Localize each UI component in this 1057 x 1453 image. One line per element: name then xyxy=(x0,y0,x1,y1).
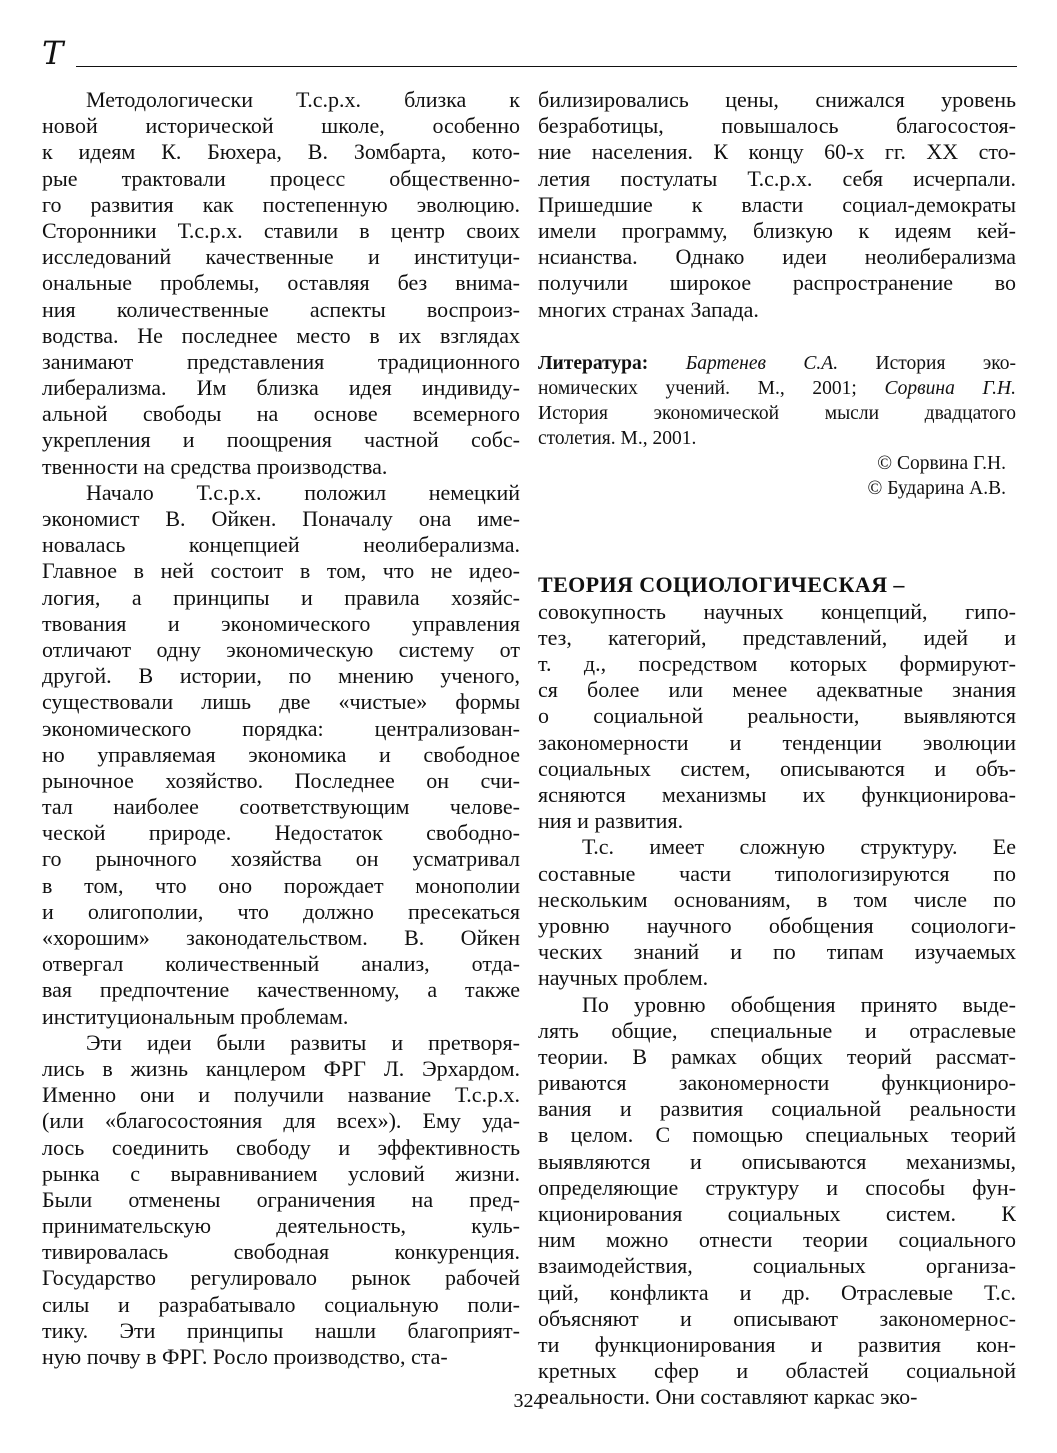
article-body xyxy=(538,599,1016,1411)
text-line: ния и развития. xyxy=(538,808,684,834)
text-line: другой. В истории, по мнению ученого, xyxy=(42,663,520,689)
text-line: вания и развития социальной реальности xyxy=(538,1096,1016,1122)
text-line: По уровню обобщения принято выде- xyxy=(582,991,1016,1017)
text-line: в целом. С помощью специальных теорий xyxy=(538,1122,1016,1148)
text-line: Главное в ней состоит в том, что не идео- xyxy=(42,558,520,584)
text-line: взаимодействия, социальных организа- xyxy=(538,1253,1016,1279)
text-line: тивировалась свободная конкуренция. xyxy=(42,1239,520,1265)
text-line: реальности. Они составляют каркас эко- xyxy=(538,1384,918,1410)
paragraph xyxy=(538,834,1016,991)
text-line: твования и экономического управления xyxy=(42,610,520,636)
text-line: Эти идеи были развиты и претворя- xyxy=(86,1029,520,1055)
text-line: институциональным проблемам. xyxy=(42,1003,349,1029)
text-line: лось соединить свободу и эффективность xyxy=(42,1134,520,1160)
left-column xyxy=(42,87,520,1370)
text-line: занимают представления традиционного xyxy=(42,348,520,374)
text-line: Были отменены ограничения на пред- xyxy=(42,1186,520,1212)
text-line: исследований качественные и институци- xyxy=(42,244,520,270)
text-line: силы и разрабатывало социальную поли- xyxy=(42,1291,520,1317)
text-line: нсианства. Однако идеи неолиберализма xyxy=(538,244,1016,270)
text-line: экономист В. Ойкен. Поначалу она име- xyxy=(42,506,520,531)
text-line: многих странах Запада. xyxy=(538,296,759,322)
running-header-letter: Т xyxy=(42,34,64,72)
text-line: тику. Эти принципы нашли благоприят- xyxy=(42,1317,520,1343)
text-line: новалась концепцией неолиберализма. xyxy=(42,532,520,558)
text-line: Государство регулировало рынок рабочей xyxy=(42,1265,520,1291)
literature-author: Сорвина Г.Н. xyxy=(884,377,1016,399)
text-line: ную почву в ФРГ. Росло производство, ста- xyxy=(42,1344,448,1369)
text-line: либерализма. Им близка идея индивиду- xyxy=(42,375,520,401)
literature-text: номических учений. М., 2001; xyxy=(538,377,885,399)
text-line: экономического порядка: централизован- xyxy=(42,715,520,741)
text-line: получили широкое распространение во xyxy=(538,270,1016,296)
text-line: Т.с. имеет сложную структуру. Ее xyxy=(582,834,1016,860)
text-line: «хорошим» законодательством. В. Ойкен xyxy=(42,925,520,950)
text-line: тал наиболее соответствующим челове- xyxy=(42,794,520,820)
text-line: новой исторической школе, особенно xyxy=(42,113,520,139)
literature-line xyxy=(538,351,1016,376)
text-line: нескольким основаниям, в том числе по xyxy=(538,886,1016,912)
literature-text: История эко- xyxy=(838,352,1016,374)
paragraph xyxy=(42,87,520,480)
text-line: составные части типологизируются по xyxy=(538,860,1016,886)
text-line: летия постулаты Т.с.р.х. себя исчерпали. xyxy=(538,165,1016,191)
paragraph xyxy=(42,1030,520,1370)
text-line: кретных сфер и областей социальной xyxy=(538,1358,1016,1384)
text-line: отличают одну экономическую систему от xyxy=(42,636,520,662)
text-line: ческих знаний и по типам изучаемых xyxy=(538,939,1016,965)
text-line: Начало Т.с.р.х. положил немецкий xyxy=(86,479,520,505)
text-line: к идеям К. Бюхера, В. Зомбарта, кото- xyxy=(42,139,520,165)
text-line: риваются закономерности функциониро- xyxy=(538,1070,1016,1096)
text-line: рынка с выравниванием условий жизни. xyxy=(42,1160,520,1186)
text-line: кционирования социальных систем. К xyxy=(538,1201,1016,1226)
text-line: альной свободы на основе всемерного xyxy=(42,401,520,427)
text-line: ним можно отнести теории социального xyxy=(538,1227,1016,1253)
text-line: лись в жизнь канцлером ФРГ Л. Эрхардом. xyxy=(42,1055,520,1081)
text-line: ся более или менее адекватные знания xyxy=(538,677,1016,703)
header-rule xyxy=(76,66,1017,67)
text-line: тез, категорий, представлений, идей и xyxy=(538,624,1016,650)
text-line: уровню научного обобщения социологи- xyxy=(538,912,1016,938)
text-line: (или «благосостояния для всех»). Ему уда- xyxy=(42,1108,520,1134)
paragraph xyxy=(538,992,1016,1411)
text-line: в том, что оно порождает монополии xyxy=(42,872,520,898)
text-line: укрепления и поощрения частной собс- xyxy=(42,427,520,453)
text-line: ональные проблемы, оставляя без внима- xyxy=(42,270,520,296)
text-line: логия, а принципы и правила хозяйс- xyxy=(42,584,520,610)
text-line: принимательскую деятельность, куль- xyxy=(42,1213,520,1239)
text-line: ций, конфликта и др. Отраслевые Т.с. xyxy=(538,1279,1016,1305)
paragraph xyxy=(538,599,1016,835)
text-line: водства. Не последнее место в их взглядах xyxy=(42,322,520,348)
literature-line xyxy=(538,376,1016,401)
text-line: но управляемая экономика и свободное xyxy=(42,741,520,767)
right-column xyxy=(538,87,1016,1411)
text-line: научных проблем. xyxy=(538,965,709,991)
text-line: Методологически Т.с.р.х. близка к xyxy=(86,87,520,112)
text-line: объясняют и описывают закономернос- xyxy=(538,1305,1016,1331)
text-line: теории. В рамках общих теорий рассмат- xyxy=(538,1043,1016,1069)
text-line: ние населения. К концу 60-х гг. XX сто- xyxy=(538,139,1016,165)
text-line: Именно они и получили название Т.с.р.х. xyxy=(42,1082,520,1108)
copyright-line: © Бударина А.В. xyxy=(867,477,1006,499)
text-line: и олигополии, что должно пресекаться xyxy=(42,898,520,924)
text-line: закономерности и тенденции эволюции xyxy=(538,729,1016,755)
text-line: имели программу, близкую к идеям кей- xyxy=(538,217,1016,243)
literature-block xyxy=(538,351,1016,451)
article-heading: ТЕОРИЯ СОЦИОЛОГИЧЕСКАЯ – xyxy=(538,571,905,597)
copyright-line: © Сорвина Г.Н. xyxy=(877,452,1006,474)
text-line: существовали лишь две «чистые» формы xyxy=(42,689,520,715)
text-line: ческой природе. Недостаток свободно- xyxy=(42,820,520,846)
copyright-block xyxy=(538,451,1016,501)
text-line: билизировались цены, снижался уровень xyxy=(538,87,1016,112)
text-line: лять общие, специальные и отраслевые xyxy=(538,1017,1016,1043)
text-line: рыночное хозяйство. Последнее он счи- xyxy=(42,767,520,793)
text-line: ния количественные аспекты воспроиз- xyxy=(42,296,520,322)
text-line: отвергал количественный анализ, отда- xyxy=(42,951,520,977)
running-header xyxy=(42,36,1017,70)
text-line: го рыночного хозяйства он усматривал xyxy=(42,846,520,872)
paragraph xyxy=(42,480,520,1030)
text-line: ясняются механизмы их функционирова- xyxy=(538,782,1016,807)
text-line: т. д., посредством которых формируют- xyxy=(538,651,1016,677)
text-line: Пришедшие к власти социал-демократы xyxy=(538,191,1016,217)
literature-line: столетия. М., 2001. xyxy=(538,427,697,449)
text-line: безработицы, повышалось благосостоя- xyxy=(538,113,1016,139)
text-line: социальных систем, описываются и объ- xyxy=(538,755,1016,781)
literature-label: Литература: xyxy=(538,352,649,374)
text-line: определяющие структуру и способы фун- xyxy=(538,1174,1016,1200)
text-line: го развития как постепенную эволюцию. xyxy=(42,191,520,217)
text-line: твенности на средства производства. xyxy=(42,453,388,479)
text-line: о социальной реальности, выявляются xyxy=(538,703,1016,729)
text-line: совокупность научных концепций, гипо- xyxy=(538,598,1016,624)
literature-line: История экономической мысли двадцатого xyxy=(538,402,1016,424)
text-line: ти функционирования и развития кон- xyxy=(538,1331,1016,1357)
continued-paragraph xyxy=(538,87,1016,323)
literature-author: Бартенев С.А. xyxy=(685,352,839,374)
text-line: рые трактовали процесс общественно- xyxy=(42,165,520,191)
text-line: Сторонники Т.с.р.х. ставили в центр своих xyxy=(42,217,520,243)
text-line: выявляются и описываются механизмы, xyxy=(538,1148,1016,1174)
page-number: 324 xyxy=(513,1390,544,1412)
text-line: вая предпочтение качественному, а также xyxy=(42,977,520,1003)
